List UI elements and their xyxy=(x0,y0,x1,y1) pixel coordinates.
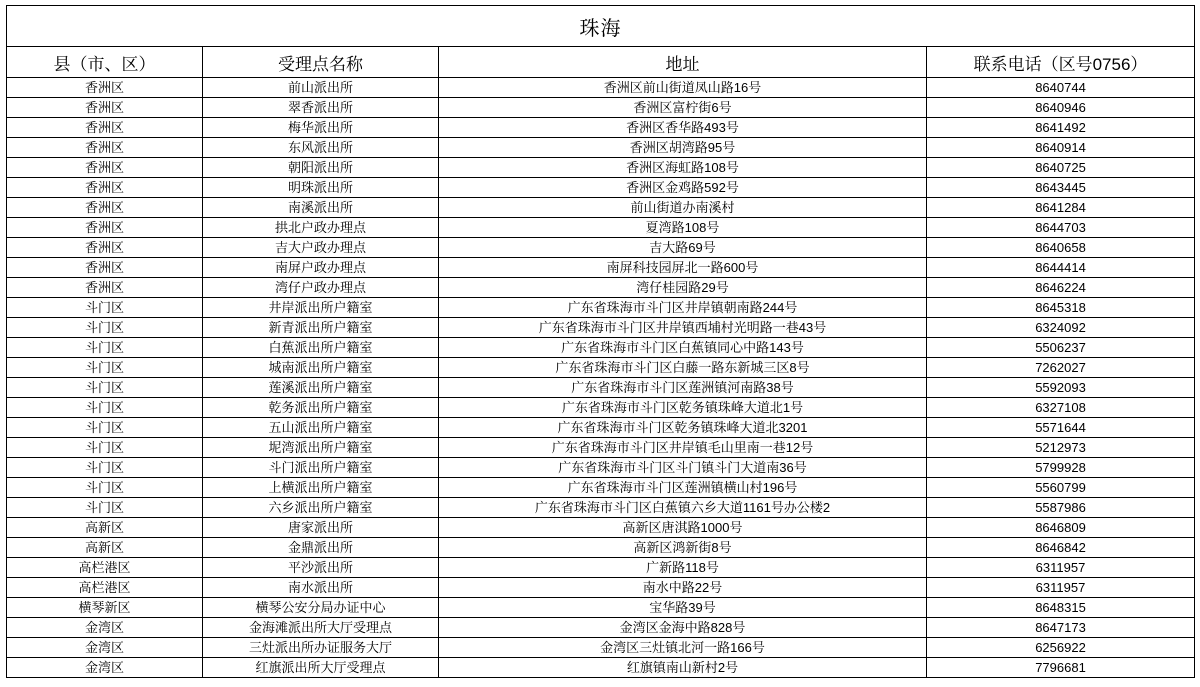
table-row xyxy=(7,218,1195,238)
cell-phone: 8647173 xyxy=(927,618,1195,638)
table-body xyxy=(7,78,1195,678)
cell-phone: 6311957 xyxy=(927,558,1195,578)
cell-phone: 8640658 xyxy=(927,238,1195,258)
table-row xyxy=(7,298,1195,318)
table-header xyxy=(7,6,1195,78)
cell-address: 香洲区胡湾路95号 xyxy=(439,138,927,158)
cell-name: 南屏户政办理点 xyxy=(203,258,439,278)
cell-name: 吉大户政办理点 xyxy=(203,238,439,258)
cell-county: 斗门区 xyxy=(7,358,203,378)
cell-name: 莲溪派出所户籍室 xyxy=(203,378,439,398)
title-row xyxy=(7,6,1195,47)
column-header-row xyxy=(7,47,1195,78)
table-row xyxy=(7,198,1195,218)
cell-address: 广东省珠海市斗门区莲洲镇横山村196号 xyxy=(439,478,927,498)
table-row xyxy=(7,578,1195,598)
cell-address: 南屏科技园屏北一路600号 xyxy=(439,258,927,278)
cell-name: 唐家派出所 xyxy=(203,518,439,538)
cell-phone: 5799928 xyxy=(927,458,1195,478)
table-row xyxy=(7,138,1195,158)
cell-name: 斗门派出所户籍室 xyxy=(203,458,439,478)
cell-phone: 8646809 xyxy=(927,518,1195,538)
cell-name: 坭湾派出所户籍室 xyxy=(203,438,439,458)
cell-name: 前山派出所 xyxy=(203,78,439,98)
cell-phone: 7796681 xyxy=(927,658,1195,678)
cell-address: 广东省珠海市斗门区莲洲镇河南路38号 xyxy=(439,378,927,398)
cell-county: 斗门区 xyxy=(7,318,203,338)
cell-county: 横琴新区 xyxy=(7,598,203,618)
cell-name: 翠香派出所 xyxy=(203,98,439,118)
cell-address: 广东省珠海市斗门区井岸镇朝南路244号 xyxy=(439,298,927,318)
cell-address: 宝华路39号 xyxy=(439,598,927,618)
cell-county: 金湾区 xyxy=(7,618,203,638)
table-row xyxy=(7,398,1195,418)
cell-address: 夏湾路108号 xyxy=(439,218,927,238)
cell-name: 横琴公安分局办证中心 xyxy=(203,598,439,618)
cell-address: 香洲区香华路493号 xyxy=(439,118,927,138)
cell-county: 斗门区 xyxy=(7,338,203,358)
cell-county: 斗门区 xyxy=(7,378,203,398)
cell-phone: 8644703 xyxy=(927,218,1195,238)
table-row xyxy=(7,178,1195,198)
table-row xyxy=(7,318,1195,338)
table-row xyxy=(7,78,1195,98)
cell-address: 广东省珠海市斗门区井岸镇西埔村光明路一巷43号 xyxy=(439,318,927,338)
table-row xyxy=(7,478,1195,498)
cell-phone: 8646224 xyxy=(927,278,1195,298)
cell-phone: 5592093 xyxy=(927,378,1195,398)
table-row xyxy=(7,378,1195,398)
cell-phone: 8640914 xyxy=(927,138,1195,158)
cell-phone: 5560799 xyxy=(927,478,1195,498)
cell-address: 广东省珠海市斗门区乾务镇珠峰大道北1号 xyxy=(439,398,927,418)
table-row xyxy=(7,278,1195,298)
table-row xyxy=(7,458,1195,478)
cell-name: 六乡派出所户籍室 xyxy=(203,498,439,518)
cell-county: 金湾区 xyxy=(7,638,203,658)
cell-phone: 8641492 xyxy=(927,118,1195,138)
table-row xyxy=(7,618,1195,638)
cell-address: 红旗镇南山新村2号 xyxy=(439,658,927,678)
cell-phone: 5506237 xyxy=(927,338,1195,358)
cell-name: 金海滩派出所大厅受理点 xyxy=(203,618,439,638)
cell-county: 斗门区 xyxy=(7,458,203,478)
cell-phone: 8645318 xyxy=(927,298,1195,318)
cell-name: 红旗派出所大厅受理点 xyxy=(203,658,439,678)
table-row xyxy=(7,258,1195,278)
cell-address: 香洲区金鸡路592号 xyxy=(439,178,927,198)
cell-address: 广东省珠海市斗门区乾务镇珠峰大道北3201 xyxy=(439,418,927,438)
table-row xyxy=(7,498,1195,518)
cell-address: 香洲区前山街道凤山路16号 xyxy=(439,78,927,98)
column-header-phone: 联系电话（区号0756） xyxy=(927,47,1195,78)
table-row xyxy=(7,158,1195,178)
cell-county: 香洲区 xyxy=(7,238,203,258)
page-title: 珠海 xyxy=(7,6,1195,47)
cell-name: 南溪派出所 xyxy=(203,198,439,218)
cell-county: 香洲区 xyxy=(7,138,203,158)
cell-phone: 8640744 xyxy=(927,78,1195,98)
table-row xyxy=(7,418,1195,438)
cell-phone: 6324092 xyxy=(927,318,1195,338)
cell-phone: 8646842 xyxy=(927,538,1195,558)
column-header-name: 受理点名称 xyxy=(203,47,439,78)
cell-name: 平沙派出所 xyxy=(203,558,439,578)
cell-name: 井岸派出所户籍室 xyxy=(203,298,439,318)
cell-name: 明珠派出所 xyxy=(203,178,439,198)
cell-name: 梅华派出所 xyxy=(203,118,439,138)
cell-name: 三灶派出所办证服务大厅 xyxy=(203,638,439,658)
cell-address: 南水中路22号 xyxy=(439,578,927,598)
cell-name: 东风派出所 xyxy=(203,138,439,158)
cell-county: 香洲区 xyxy=(7,98,203,118)
cell-county: 高栏港区 xyxy=(7,558,203,578)
cell-phone: 5571644 xyxy=(927,418,1195,438)
cell-county: 高栏港区 xyxy=(7,578,203,598)
cell-county: 斗门区 xyxy=(7,438,203,458)
cell-address: 广东省珠海市斗门区白蕉镇六乡大道1161号办公楼2 xyxy=(439,498,927,518)
cell-address: 前山街道办南溪村 xyxy=(439,198,927,218)
cell-name: 拱北户政办理点 xyxy=(203,218,439,238)
cell-county: 高新区 xyxy=(7,538,203,558)
cell-phone: 8640725 xyxy=(927,158,1195,178)
cell-county: 斗门区 xyxy=(7,418,203,438)
cell-address: 吉大路69号 xyxy=(439,238,927,258)
cell-name: 上横派出所户籍室 xyxy=(203,478,439,498)
cell-phone: 5212973 xyxy=(927,438,1195,458)
cell-county: 斗门区 xyxy=(7,298,203,318)
cell-county: 香洲区 xyxy=(7,278,203,298)
cell-phone: 5587986 xyxy=(927,498,1195,518)
cell-county: 香洲区 xyxy=(7,78,203,98)
cell-name: 南水派出所 xyxy=(203,578,439,598)
cell-address: 高新区唐淇路1000号 xyxy=(439,518,927,538)
cell-phone: 8644414 xyxy=(927,258,1195,278)
column-header-county: 县（市、区） xyxy=(7,47,203,78)
cell-address: 湾仔桂园路29号 xyxy=(439,278,927,298)
cell-county: 香洲区 xyxy=(7,158,203,178)
table-row xyxy=(7,518,1195,538)
cell-county: 香洲区 xyxy=(7,198,203,218)
column-header-address: 地址 xyxy=(439,47,927,78)
cell-address: 广东省珠海市斗门区井岸镇毛山里南一巷12号 xyxy=(439,438,927,458)
cell-county: 香洲区 xyxy=(7,258,203,278)
cell-name: 城南派出所户籍室 xyxy=(203,358,439,378)
cell-address: 香洲区海虹路108号 xyxy=(439,158,927,178)
cell-county: 金湾区 xyxy=(7,658,203,678)
table-row xyxy=(7,438,1195,458)
cell-phone: 6327108 xyxy=(927,398,1195,418)
cell-address: 广东省珠海市斗门区白蕉镇同心中路143号 xyxy=(439,338,927,358)
cell-address: 广新路118号 xyxy=(439,558,927,578)
cell-address: 金湾区金海中路828号 xyxy=(439,618,927,638)
table-row xyxy=(7,658,1195,678)
cell-address: 高新区鸿新街8号 xyxy=(439,538,927,558)
cell-address: 香洲区富柠街6号 xyxy=(439,98,927,118)
table-row xyxy=(7,98,1195,118)
cell-name: 金鼎派出所 xyxy=(203,538,439,558)
table-row xyxy=(7,358,1195,378)
cell-name: 新青派出所户籍室 xyxy=(203,318,439,338)
table-row xyxy=(7,538,1195,558)
table-row xyxy=(7,598,1195,618)
cell-phone: 6256922 xyxy=(927,638,1195,658)
table-row xyxy=(7,118,1195,138)
cell-phone: 7262027 xyxy=(927,358,1195,378)
service-points-table xyxy=(6,5,1195,678)
cell-address: 广东省珠海市斗门区斗门镇斗门大道南36号 xyxy=(439,458,927,478)
cell-phone: 8643445 xyxy=(927,178,1195,198)
cell-name: 白蕉派出所户籍室 xyxy=(203,338,439,358)
table-row xyxy=(7,638,1195,658)
cell-phone: 6311957 xyxy=(927,578,1195,598)
cell-county: 斗门区 xyxy=(7,498,203,518)
cell-county: 斗门区 xyxy=(7,478,203,498)
cell-county: 高新区 xyxy=(7,518,203,538)
cell-county: 香洲区 xyxy=(7,118,203,138)
cell-county: 香洲区 xyxy=(7,178,203,198)
table-row xyxy=(7,558,1195,578)
cell-phone: 8641284 xyxy=(927,198,1195,218)
cell-county: 香洲区 xyxy=(7,218,203,238)
cell-phone: 8640946 xyxy=(927,98,1195,118)
cell-name: 湾仔户政办理点 xyxy=(203,278,439,298)
table-row xyxy=(7,238,1195,258)
cell-phone: 8648315 xyxy=(927,598,1195,618)
cell-name: 乾务派出所户籍室 xyxy=(203,398,439,418)
cell-name: 朝阳派出所 xyxy=(203,158,439,178)
cell-address: 金湾区三灶镇北河一路166号 xyxy=(439,638,927,658)
cell-county: 斗门区 xyxy=(7,398,203,418)
cell-name: 五山派出所户籍室 xyxy=(203,418,439,438)
cell-address: 广东省珠海市斗门区白藤一路东新城三区8号 xyxy=(439,358,927,378)
table-row xyxy=(7,338,1195,358)
